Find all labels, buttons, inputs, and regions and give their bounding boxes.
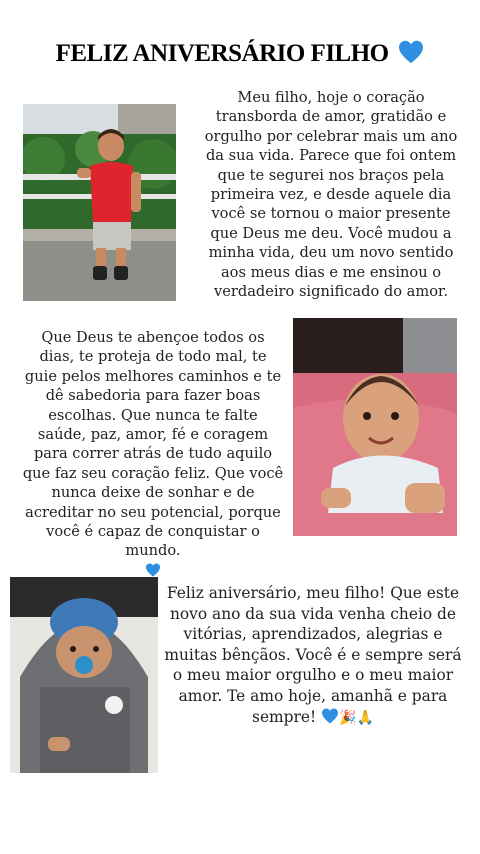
- praying-hands-icon: 🙏: [356, 709, 374, 726]
- page-title: [0, 40, 480, 68]
- blue-heart-icon: [321, 708, 339, 724]
- paragraph-1: Meu filho, hoje o coração transborda de amor, gratidão e orgulho por celebrar mais um ano da sua vida. Parece que foi ontem que te segurei nos braços pela primeira vez, e desde aquele dia você se tornou o maior presente que Deus me deu. Você mudou a minha vida, deu um novo sentido aos meus dias e me ensinou o verdadeiro significado do amor.: [204, 89, 458, 301]
- blue-heart-icon: [398, 40, 424, 64]
- photo-baby-on-bed: [293, 318, 457, 536]
- paragraph-3: [160, 583, 466, 728]
- photo-baby-hoodie: [10, 577, 158, 773]
- blue-heart-icon: [145, 563, 161, 577]
- title-text: FELIZ ANIVERSÁRIO FILHO: [55, 40, 389, 67]
- party-popper-icon: 🎉: [339, 709, 357, 726]
- paragraph-2: [22, 328, 284, 580]
- paragraph-3-text: Feliz aniversário, meu filho! Que este novo ano da sua vida venha cheio de vitórias, aprendizados, alegrias e muitas bênçãos. Você é e sempre será o meu maior orgulho e o meu maior amor. Te amo hoje, amanhã e para sempre!: [164, 584, 462, 726]
- paragraph-2-text: Que Deus te abençoe todos os dias, te proteja de todo mal, te guie pelos melhores caminhos e te dê sabedoria para fazer boas escolhas. Que nunca te falte saúde, paz, amor, fé e coragem para correr atrás de tudo aquilo que faz seu coração feliz. Que você nunca deixe de sonhar e de acreditar no seu potencial, porque você é capaz de conquistar o mundo.: [22, 329, 284, 560]
- photo-boy-red-shirt: [23, 104, 176, 301]
